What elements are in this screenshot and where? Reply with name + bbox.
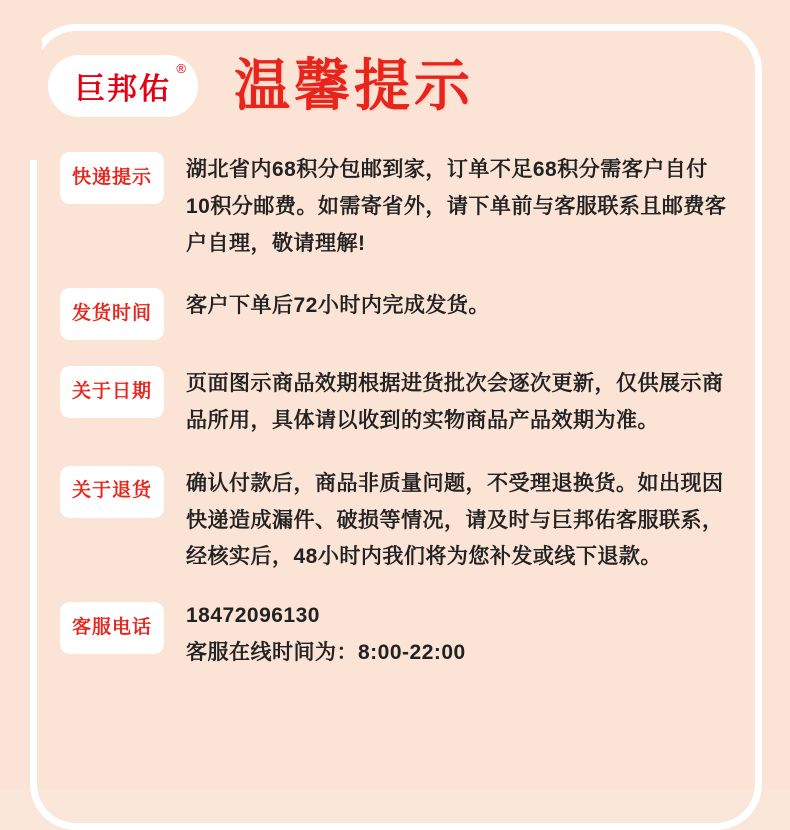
notice-text-returns: 确认付款后，商品非质量问题，不受理退换货。如出现因快递造成漏件、破损等情况，请及时与巨邦佑客服联系，经核实后，48小时内我们将为您补发或线下退款。 (186, 471, 724, 569)
service-hours: 客服在线时间为：8:00-22:00 (186, 640, 466, 664)
notice-text-dispatch-time: 客户下单后72小时内完成发货。 (186, 294, 490, 318)
service-contact-block (186, 600, 730, 669)
notice-tag-dispatch-time: 发货时间 (60, 288, 164, 340)
notice-tag-service-phone: 客服电话 (60, 602, 164, 654)
notice-row-service-phone (60, 600, 730, 669)
notice-row-expiry-date (60, 364, 730, 440)
notice-row-returns (60, 464, 730, 576)
notice-text-expiry-date: 页面图示商品效期根据进货批次会逐次更新，仅供展示商品所用，具体请以收到的实物商品产品效期为准。 (186, 372, 724, 432)
page-title: 温馨提示 (234, 54, 474, 117)
notice-tag-shipping: 快递提示 (60, 152, 164, 204)
notice-row-dispatch-time (60, 286, 730, 340)
poster-header (0, 40, 790, 132)
notice-tag-returns: 关于退货 (60, 466, 164, 518)
service-phone-number[interactable]: 18472096130 (186, 604, 320, 627)
registered-mark-icon: ® (176, 61, 186, 76)
notice-text-shipping: 湖北省内68积分包邮到家，订单不足68积分需客户自付10积分邮费。如需寄省外，请下单前与客服联系且邮费客户自理，敬请理解! (186, 158, 727, 255)
notice-row-shipping (60, 150, 730, 262)
notice-list (60, 150, 730, 693)
brand-logo-text: 巨邦佑 (75, 73, 171, 106)
brand-logo (48, 55, 198, 117)
notice-tag-expiry-date: 关于日期 (60, 366, 164, 418)
